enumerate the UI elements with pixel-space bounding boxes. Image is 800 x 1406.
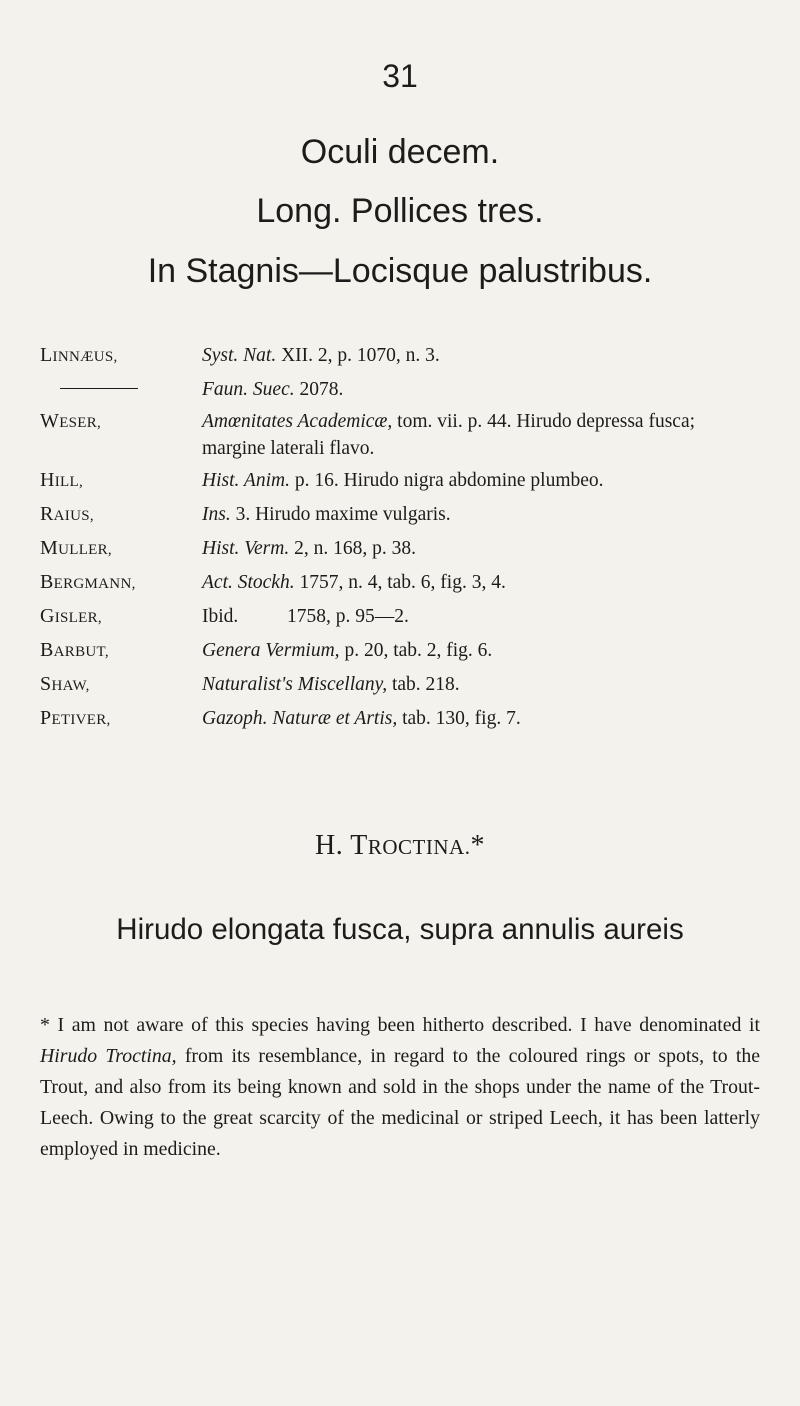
reference-text [202, 671, 760, 698]
reference-author: GISLER, [40, 605, 102, 627]
reference-detail: tab. 218. [387, 674, 460, 695]
reference-author: SHAW, [40, 673, 90, 695]
reference-text [202, 535, 760, 562]
reference-work: Act. Stockh. [202, 572, 295, 593]
footnote-text-end: from its resemblance, in regard to the coloured rings or spots, to the Trout, and also from its being known and sold in the shops under the name of the Trout-Leech. Owing to the great scarcity of the medicinal or striped Leech, it has been latterly employed in medicine. [40, 1045, 761, 1160]
reference-text [202, 705, 760, 732]
section-numeral: H. [315, 830, 344, 861]
reference-text [202, 408, 760, 462]
reference-text [202, 342, 760, 369]
species-diagnosis: Hirudo elongata fusca, supra annulis aureis [116, 913, 684, 946]
reference-detail: 2, n. 168, p. 38. [289, 538, 416, 559]
reference-work: Amœnitates Academicæ, [202, 411, 393, 432]
reference-detail: p. 16. Hirudo nigra abdomine plumbeo. [289, 470, 604, 491]
reference-row [40, 569, 760, 598]
reference-detail: tom. vii. p. 44. Hirudo depressa fusca; margine laterali flavo. [202, 411, 696, 459]
reference-row [40, 603, 760, 632]
reference-text [202, 637, 760, 664]
reference-work: Faun. Suec. [202, 379, 295, 400]
reference-work: Ins. [202, 504, 231, 525]
reference-work: Hist. Anim. [202, 470, 290, 491]
footnote-mark: * [470, 830, 485, 861]
reference-row [40, 535, 760, 564]
reference-author: BARBUT, [40, 639, 109, 661]
reference-author: RAIUS, [40, 503, 94, 525]
reference-row [40, 671, 760, 700]
page-number: 31 [382, 58, 418, 94]
reference-text [202, 467, 760, 494]
reference-row [40, 501, 760, 530]
reference-row [40, 467, 760, 496]
reference-text [202, 603, 760, 630]
section-title: H. TROCTINA.* [315, 830, 485, 861]
footnote-species-name: Hirudo Troctina, [40, 1045, 177, 1067]
footnote-text-start: * I am not aware of this species having been hitherto described. I have denominated it [40, 1014, 760, 1036]
reference-detail: XII. 2, p. 1070, n. 3. [276, 345, 440, 366]
reference-author: LINNÆUS, [40, 344, 118, 366]
reference-detail: tab. 130, fig. 7. [397, 708, 521, 729]
reference-detail: 1757, n. 4, tab. 6, fig. 3, 4. [294, 572, 506, 593]
reference-work: Genera Vermium, [202, 640, 340, 661]
reference-work: Naturalist's Miscellany, [202, 674, 388, 695]
habitat-line: In Stagnis—Locisque palustribus. [147, 252, 653, 290]
reference-author: BERGMANN, [40, 571, 136, 593]
reference-text [202, 376, 760, 403]
reference-author: WESER, [40, 410, 102, 432]
reference-author: HILL, [40, 469, 84, 491]
reference-author-ditto [40, 376, 202, 403]
reference-row [40, 705, 760, 734]
reference-text [202, 569, 760, 596]
reference-work: Gazoph. Naturæ et Artis, [202, 708, 398, 729]
reference-detail: Ibid. 1758, p. 95—2. [202, 606, 409, 627]
reference-row [40, 342, 760, 371]
reference-author: MULLER, [40, 537, 112, 559]
length-line: Long. Pollices tres. [256, 192, 544, 230]
reference-text [202, 501, 760, 528]
reference-row [40, 408, 760, 462]
ditto-rule [60, 388, 138, 389]
reference-detail: 3. Hirudo maxime vulgaris. [230, 504, 451, 525]
reference-list [40, 342, 760, 739]
reference-work: Syst. Nat. [202, 345, 277, 366]
reference-row [40, 637, 760, 666]
reference-detail: 2078. [294, 379, 344, 400]
reference-work: Hist. Verm. [202, 538, 290, 559]
reference-detail: p. 20, tab. 2, fig. 6. [339, 640, 493, 661]
footnote [40, 1010, 760, 1165]
eyes-line: Oculi decem. [300, 133, 500, 171]
reference-row [40, 376, 760, 403]
reference-author: PETIVER, [40, 707, 111, 729]
